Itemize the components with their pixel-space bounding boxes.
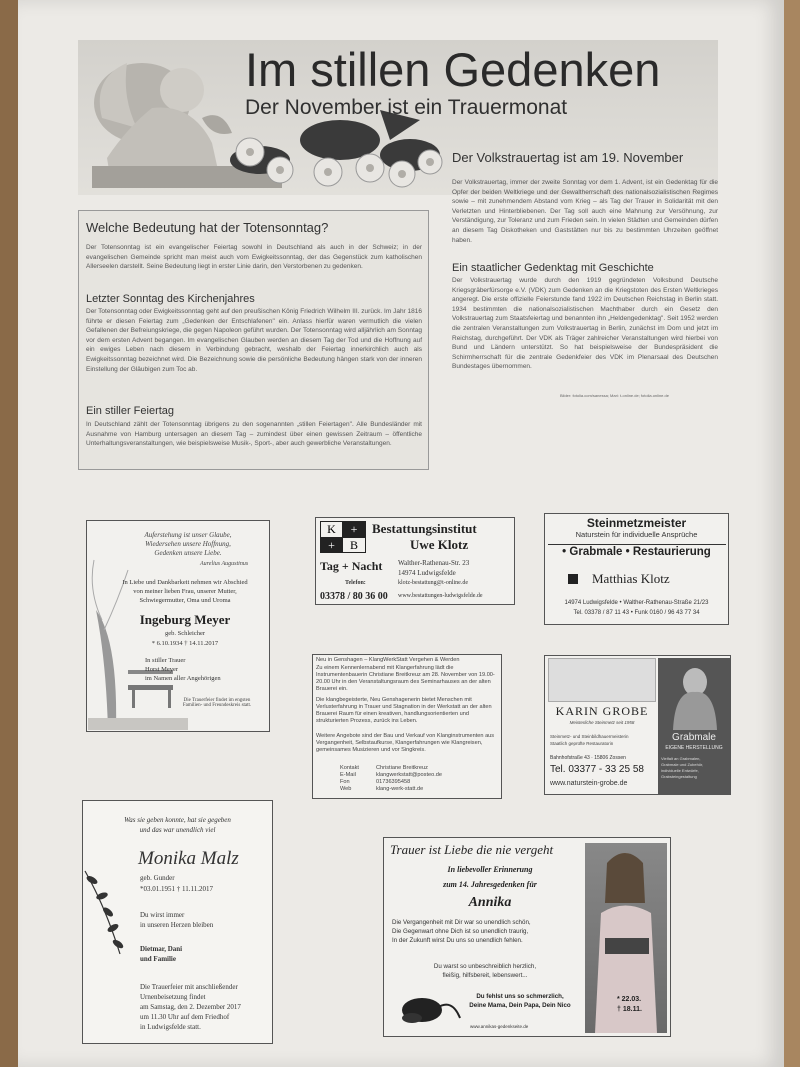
malz-family: Dietmar, Dani und Familie [140, 945, 183, 963]
left-paragraph-3: In Deutschland zählt der Totensonntag übrigens zu den sogenannten „stillen Feiertagen". Alle Bundesländer mit Ausnahme von Hamburg untersagen an diesem Tag – zumindest über einen gewissen Zeitraum – öffentliche Unterhaltungsveranstaltungen, wie beispielsweise Musik-, Sport-, aber auch gewerbliche Veranstaltungen. [86, 421, 422, 448]
klang-contact-label: Kontakt [340, 765, 359, 771]
left-paragraph-2: Der Totensonntag oder Ewigkeitssonntag geht auf den preußischen König Friedrich Wilhelm III. zurück. Im Jahr 1816 führte er diesen Feiertag zum „Gedenken der Entschlafenen" ein. Anlass hierfür waren vermutlich die vielen Gefallenen der Befreiungskriege, die gegen Napoleon geführt wurden. Der Totensonntag wird alljährlich am Sonntag vor dem ersten Advent begangen. Im evangelischen Glauben werden an diesem Tag der Tod und die Hoffnung auf ein ewiges Leben nach diesem in Verbindung gebracht, weshalb der Feiertag innerkirchlich auch als Ewigkeitssonntag bezeichnet wird. Die Bezeichnung sowie die persönliche Bedeutung hängen stark von der inneren Einstellung der Gläubigen zum Toc ab. [86, 308, 422, 373]
logo-plus: + [343, 522, 365, 538]
annika-title: Trauer ist Liebe die nie vergeht [390, 842, 554, 857]
klang-contact-row [340, 779, 470, 786]
klotz-email[interactable]: klotz-bestattung@t-online.de [398, 580, 469, 586]
meyer-mourners: In stiller Trauer Horst Meyer im Namen aller Angehörigen [145, 657, 221, 682]
klotz-name: Uwe Klotz [410, 537, 469, 552]
meyer-intro: In Liebe und Dankbarkeit nehmen wir Abschied von meiner lieben Frau, unserer Mutter, Schwiegermutter, Oma und Uroma [122, 579, 248, 604]
klang-contact-value: 01736395458 [376, 779, 411, 785]
klang-contact-row [340, 772, 470, 779]
klang-contact-value: Christiane Breitkreuz [376, 765, 428, 771]
right-paragraph-2: Der Volkstrauertag wurde durch den 1919 gegründeten Volksbund Deutsche Kriegsgräberfürsorge e.V. (VDK) zum Gedenken an die Kriegstoten des Ersten Weltkrieges angeregt. Die erste offizielle Feierstunde fand 1922 im Deutschen Reichstag in Berlin statt. 1934 bestimmten die nationalsozialistischen Machthaber durch ein Gesetz den Volkstrauertag zum Staatsfeiertag und benannten ihn „Heldengedenktag". Seit 1952 werden die zentralen Veranstaltungen zum Volkstrauertag in Berlin, zunächst im Dom und jetzt im Reichstag, durchgeführt. Der VDK als Träger zahlreicher Veranstaltungen wird hierbei von Bund und Ländern unterstützt. So hat beispielsweise der Bundespräsident die Schirmherrschaft für die zentrale Gedenkfeier des VDK im Plenarsaal des Deutschen Bundestages übernommen. [452, 277, 718, 371]
klang-contact-label: E-Mail [340, 772, 356, 778]
annika-paragraph-2: Du warst so unbeschreiblich herzlich, fleißig, hilfsbereit, lebenswert... [433, 963, 537, 979]
leaves-branch-icon [80, 866, 130, 956]
klang-contact-value[interactable]: klangwerkstatt@posteo.de [376, 772, 443, 778]
logo-k: K [321, 522, 343, 538]
klang-line-1: Neu in Genshagen – KlangWerkStatt Vergehen & Werden [316, 657, 460, 663]
grobe-eigene: EIGENE HERSTELLUNG [665, 745, 723, 751]
right-paragraph-1: Der Volkstrauertag, immer der zweite Sonntag vor dem 1. Advent, ist ein Gedenktag für die Opfer der beiden Weltkriege und der Gewaltherrschaft des nationalsozialistischen Regimes sowie – mit zunehmendem Abstand vom Krieg – als Tag der Trauer in Solidarität mit den Verletzten und Hinterbliebenen. Der Tag soll auch eine Mahnung zur Versöhnung, zur Verständigung, zur Toleranz und zum Frieden sein. In vielen Städten und Gemeinden dürfen an diesem Tag Diskotheken und Gaststätten nur bis zu bestimmten Uhrzeiten geöffnet haben. [452, 179, 718, 244]
klang-contact-value[interactable]: klang-werk-statt.de [376, 786, 424, 792]
grobe-web[interactable]: www.naturstein-grobe.de [550, 780, 628, 787]
meyer-note: Die Trauerfeier findet im engsten Familien- und Freundeskreis statt. [182, 698, 252, 708]
klang-contact-label: Fon [340, 779, 350, 785]
grobe-name: KARIN GROBE [555, 704, 649, 718]
malz-text: Du wirst immer in unseren Herzen bleiben [140, 911, 214, 929]
stein-name: Matthias Klotz [592, 571, 670, 586]
left-heading-3: Ein stiller Feiertag [86, 405, 175, 417]
page-title: Im stillen Gedenken [245, 43, 661, 96]
annika-paragraph-3: Du fehlst uns so schmerzlich, Deine Mama, Dein Papa, Dein Nico [469, 993, 571, 1009]
grobe-grabmale: Grabmale [672, 732, 716, 743]
klang-contact-row [340, 786, 470, 793]
klotz-logo [320, 521, 366, 553]
stein-subtitle: Naturstein für individuelle Ansprüche [575, 530, 698, 539]
meyer-poem-author: Aurelius Augustinus [200, 561, 249, 567]
left-heading-2: Letzter Sonntag des Kirchenjahres [86, 293, 255, 305]
malz-funeral: Die Trauerfeier mit anschließender Urnenbeisetzung findet am Samstag, den 2. Dezember 2017 um 11.30 Uhr auf dem Friedhof in Ludwigsfelde statt. [140, 983, 241, 1031]
right-article-heading: Der Volkstrauertag ist am 19. November [452, 150, 684, 165]
klotz-phone: 03378 / 80 36 00 [320, 591, 388, 602]
rose-image [392, 988, 462, 1033]
left-paragraph-1: Der Totensonntag ist ein evangelischer Feiertag sowohl in Deutschland als auch in der Schweiz; in der evangelischen Gemeinde spricht man meist auch vom Ewigkeitssonntag, der das Gegenstück zum katholischen Allerseelen darstellt. Seine Bedeutung liegt in erster Linie darin, den Verstorbenen zu gedenken. [86, 244, 422, 271]
klang-contact-label: Web [340, 786, 352, 792]
klotz-web[interactable]: www.bestattungen-ludwigsfelde.de [398, 593, 483, 599]
stein-address: 14974 Ludwigsfelde • Walther-Rathenau-Straße 21/23 [564, 600, 709, 606]
grobe-line-2: Staatlich geprüfte Restauratorin [550, 741, 614, 746]
annika-dates: * 22.03. † 18.11. [617, 996, 642, 1013]
klang-line-4: Weitere Angebote sind der Bau und Verkauf von Klanginstrumenten aus Vergangenheit, Selbstaufkurse, Klangerfahrungen wie Klangreisen, gemeinsames Musizieren und vor Singkreis. [316, 733, 495, 753]
grobe-phone: Tel. 03377 - 33 25 58 [550, 764, 644, 775]
malz-name: Monika Malz [138, 848, 239, 869]
page-subtitle: Der November ist ein Trauermonat [245, 96, 568, 119]
klotz-tag-nacht: Tag + Nacht [320, 559, 383, 573]
grobe-subtitle: Meisterliche Steinmetz seit 1958 [569, 720, 635, 725]
annika-line-1: In liebevoller Erinnerung [447, 865, 533, 874]
left-heading-1: Welche Bedeutung hat der Totensonntag? [86, 220, 329, 235]
klang-line-3: Die klangbegeisterte, Neu Genshagenerin bietet Menschen mit Verlusterfahrung in Trauer und Stagnation in der Werkstatt an der alten Brauerei Raum für einen kreativen, handlungsorientierten und strukturierten Prozess, zurück ins Leben. [316, 697, 492, 724]
column-capital-image [548, 658, 656, 702]
malz-born-name: geb. Gunder [140, 874, 175, 882]
klang-contacts [340, 765, 470, 793]
klang-line-2: Zu einem Kennenlernabend mit Klangerfahrung lädt die Instrumentenbauerin Christiane Breitkreuz am 28. November von 19.00-20.00 Uhr in den Veranstaltungsraum des Seminarhauses an der alten Brauerei ein. [316, 665, 495, 692]
square-icon [568, 574, 578, 584]
logo-plus-2: + [321, 538, 343, 553]
meyer-born-name: geb. Schleicher [164, 630, 206, 637]
annika-name: Annika [468, 895, 512, 910]
klotz-phone-label: Telefon: [345, 580, 366, 586]
photo-credit: Bilder: fotolia.com/sanessa; Mari: t-online.de; fotolia.online.de [560, 393, 669, 398]
right-heading-2: Ein staatlicher Gedenktag mit Geschichte [452, 262, 654, 274]
klotz-title: Bestattungsinstitut [372, 521, 477, 536]
meyer-poem: Auferstehung ist unser Glaube, Wiedersehen unsere Hoffnung, Gedenken unsere Liebe. [144, 531, 232, 557]
grobe-address: Bahnhofstraße 43 · 15806 Zossen [550, 755, 626, 761]
meyer-dates: * 6.10.1934 † 14.11.2017 [151, 640, 219, 647]
grobe-right-text: Vielfalt an Grabmalen, Grabmale und Zubehör, individuelle Entwürfe, Grabsteingestaltung [661, 756, 704, 779]
klang-contact-row [340, 765, 470, 772]
angel-figure-image [665, 660, 725, 730]
meyer-name: Ingeburg Meyer [139, 612, 231, 627]
logo-b: B [349, 538, 358, 552]
malz-dates: *03.01.1951 † 11.11.2017 [140, 885, 213, 893]
annika-line-2: zum 14. Jahresgedenken für [443, 880, 537, 889]
klotz-address: Walther-Rathenau-Str. 23 14974 Ludwigsfelde [398, 559, 470, 577]
stein-divider [548, 544, 726, 545]
grobe-line-1: Steinmetz- und Steinbildhauermeisterin [550, 734, 629, 739]
annika-paragraph-1: Die Vergangenheit mit Dir war so unendlich schön, Die Gegenwart ohne Dich ist so unendlich traurig, In der Zukunft wirst Du uns so unendlich fehlen. [392, 919, 531, 944]
malz-poem: Was sie geben konnte, hat sie gegeben und das war unendlich viel [124, 816, 231, 834]
stein-title: Steinmetzmeister [586, 516, 687, 530]
annika-web[interactable]: www.annikas-gedenkseite.de [470, 1024, 529, 1029]
stein-services: • Grabmale • Restaurierung [562, 546, 711, 558]
stein-phone: Tel. 03378 / 87 11 43 • Funk 0160 / 96 43 77 34 [573, 610, 700, 616]
